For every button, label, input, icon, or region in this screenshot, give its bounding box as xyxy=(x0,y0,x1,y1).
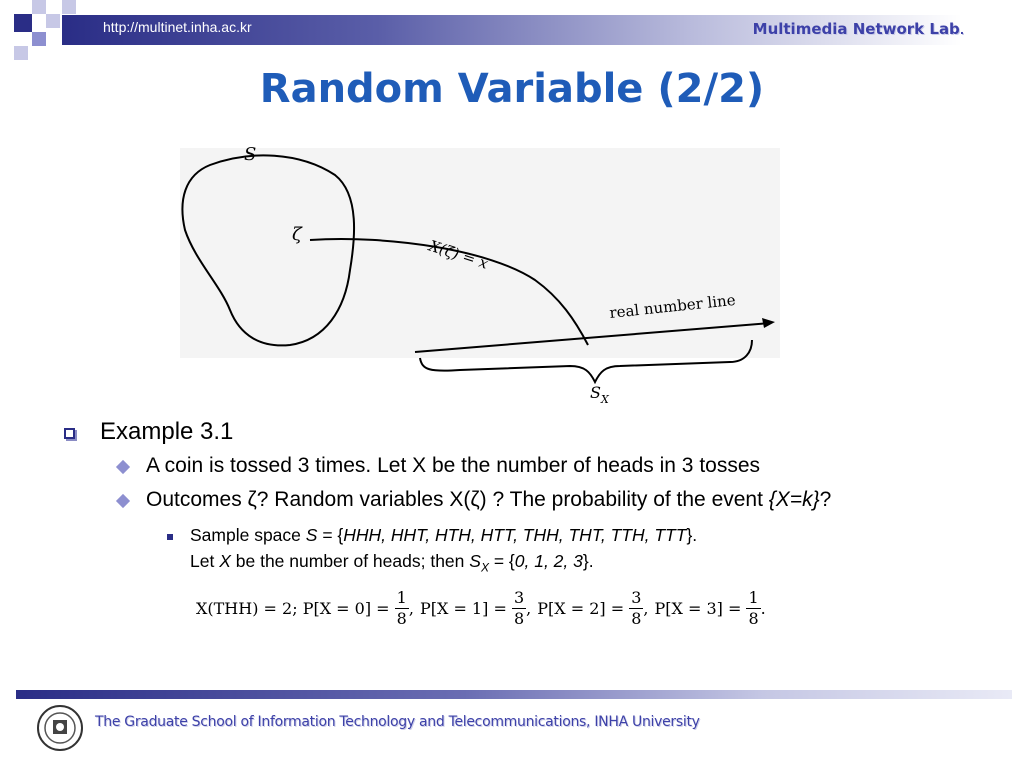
range-label-sub: X xyxy=(600,393,609,406)
bullet-outcomes-event: {X=k} xyxy=(768,488,820,511)
hl-set: 0, 1, 2, 3 xyxy=(514,551,583,571)
formula-separator: . xyxy=(760,599,766,618)
formula-separator: , xyxy=(643,599,649,618)
formula-lead: X(THH) = 2; P[X = 0] = xyxy=(196,599,395,618)
university-seal-icon xyxy=(36,704,84,752)
hl-end: }. xyxy=(582,551,594,571)
set-label-s: S xyxy=(244,144,257,165)
sample-space-line xyxy=(190,522,697,548)
ss-prefix: Sample space xyxy=(190,525,306,545)
formula-term-prefix: P[X = 3] = xyxy=(654,599,747,618)
hl-var: X xyxy=(219,551,231,571)
real-number-line-label: real number line xyxy=(608,290,737,322)
ss-var: S xyxy=(305,525,318,545)
ss-eq: = { xyxy=(317,525,344,545)
formula-term-2 xyxy=(537,588,649,628)
formula-term-prefix: P[X = 2] = xyxy=(537,599,630,618)
corner-square-1 xyxy=(14,14,32,32)
corner-square-4 xyxy=(32,32,46,46)
level2-bullet-icon-1 xyxy=(116,460,130,474)
slide-title: Random Variable (2/2) xyxy=(259,66,765,112)
hl-sub: X xyxy=(480,560,489,575)
level3-bullet-icon xyxy=(167,534,173,540)
formula-term-prefix: P[X = 1] = xyxy=(419,599,512,618)
corner-square-6 xyxy=(62,0,76,14)
formula-term-3 xyxy=(654,588,766,628)
fraction-denominator: 8 xyxy=(513,609,525,628)
fraction xyxy=(746,588,760,629)
formula-terms xyxy=(395,588,772,628)
header-url[interactable]: http://multinet.inha.ac.kr xyxy=(103,19,252,35)
level2-bullet-icon-2 xyxy=(116,494,130,508)
corner-square-2 xyxy=(32,0,46,14)
fraction xyxy=(629,588,643,629)
formula-term-0 xyxy=(395,588,414,628)
fraction-numerator: 3 xyxy=(513,588,525,607)
fraction-denominator: 8 xyxy=(631,609,642,628)
corner-square-5 xyxy=(14,46,28,60)
footer-university-text: The Graduate School of Information Technology and Telecommunications, INHA University xyxy=(95,714,700,730)
hl-s: S xyxy=(469,551,481,571)
footer-bar xyxy=(16,690,1012,699)
bullet-outcomes xyxy=(146,488,831,512)
probability-formula xyxy=(196,588,772,629)
hl-eq: = { xyxy=(488,551,515,571)
ss-set: HHH, HHT, HTH, HTT, THH, THT, TTH, TTT xyxy=(343,525,687,545)
fraction-numerator: 1 xyxy=(396,588,407,607)
lab-name-suffix: . xyxy=(959,24,964,37)
corner-square-3 xyxy=(46,14,60,28)
formula-term-1 xyxy=(419,588,532,628)
formula-separator: , xyxy=(526,599,532,618)
bullet-outcomes-suffix: ? xyxy=(819,488,832,511)
fraction-denominator: 8 xyxy=(396,609,407,628)
range-label-s: S xyxy=(590,383,601,402)
fraction xyxy=(512,588,526,629)
fraction-numerator: 3 xyxy=(631,588,642,607)
bullet-sample-space xyxy=(190,522,697,581)
fraction xyxy=(395,588,409,629)
formula-separator: , xyxy=(408,599,414,618)
level1-bullet-icon xyxy=(64,428,75,439)
lab-name-text: Multimedia Network Lab xyxy=(752,20,960,38)
bullet-outcomes-text: Outcomes ζ? Random variables X(ζ) ? The probability of the event xyxy=(146,488,769,511)
hl-mid: be the number of heads; then xyxy=(230,551,470,571)
range-label xyxy=(590,383,610,406)
bullet-coin-tossed: A coin is tossed 3 times. Let X be the number of heads in 3 tosses xyxy=(146,454,761,477)
random-variable-diagram xyxy=(170,140,790,410)
fraction-numerator: 1 xyxy=(748,588,759,607)
hl-prefix: Let xyxy=(190,551,220,571)
bullet-example: Example 3.1 xyxy=(100,418,234,445)
fraction-denominator: 8 xyxy=(748,609,759,628)
lab-name xyxy=(753,20,964,38)
mapping-label: X(ζ) = x xyxy=(426,236,491,273)
heads-line xyxy=(190,548,697,581)
zeta-label: ζ xyxy=(292,224,302,245)
ss-end: }. xyxy=(686,525,698,545)
